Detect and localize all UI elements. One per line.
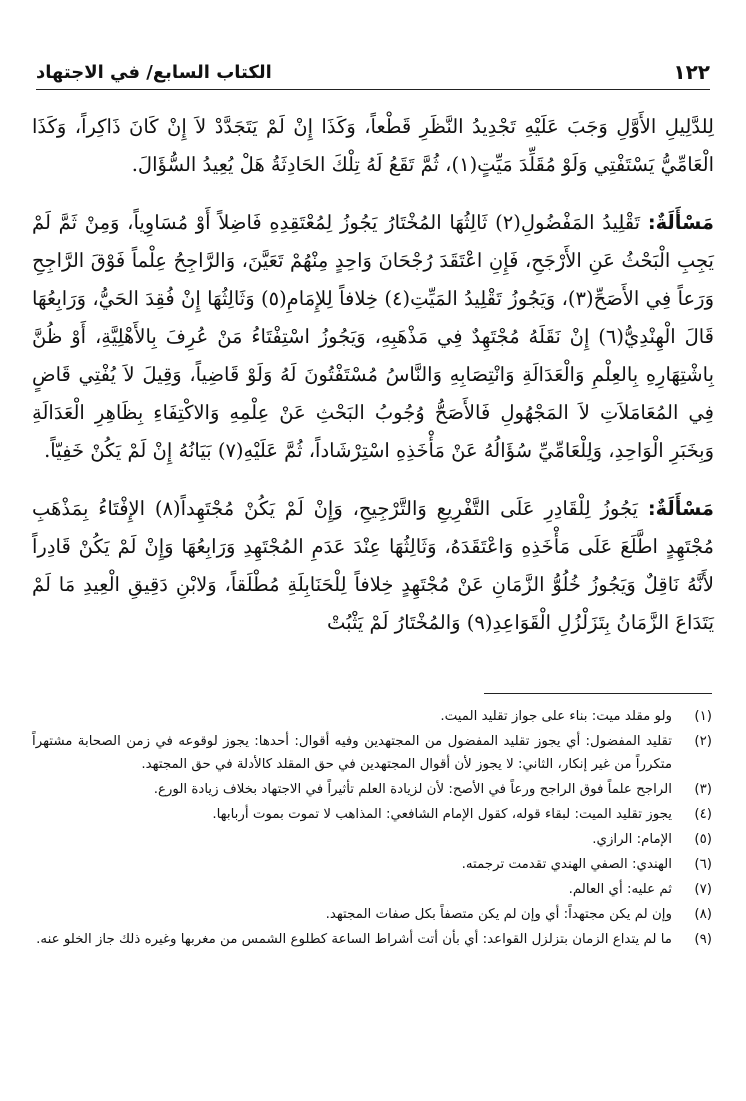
main-text (32, 108, 714, 642)
footnote (32, 705, 712, 728)
footnote-text: ولو مقلد ميت: بناء على جواز تقليد الميت. (440, 709, 672, 724)
footnote (32, 853, 712, 876)
paragraph-2 (32, 204, 714, 470)
footnote-text: ما لم يتداع الزمان بتزلزل القواعد: أي بأن أتت أشراط الساعة كطلوع الشمس من مغربها وغيره ذلك جاز الخلو عنه. (36, 932, 672, 947)
footnote-text: تقليد المفضول: أي يجوز تقليد المفضول من المجتهدين وفيه أقوال: أحدها: يجوز لوقوعه في زمن الصحابة مشتهراً متكرراً من غير إنكار، الثاني: لا يجوز لأن أقوال المجتهدين في حق المقلد كالأدلة في حق المجتهد. (32, 734, 672, 772)
footnote-text: يجوز تقليد الميت: لبقاء قوله، كقول الإمام الشافعي: المذاهب لا تموت بموت أربابها. (212, 807, 672, 822)
footnote-text: الإمام: الرازي. (592, 832, 672, 847)
footnotes (32, 705, 712, 953)
masala-heading: مَسْأَلَةٌ: (647, 497, 714, 520)
paragraph-1: لِلدَّلِيلِ الأَوَّلِ وَجَبَ عَلَيْهِ تَجْدِيدُ النَّظَرِ قَطْعاً، وَكَذَا إِنْ لَمْ يَتَجَدَّدْ لاَ إِنْ كَانَ ذَاكِراً، وَكَذَا الْعَامِّيُّ يَسْتَفْتِي وَلَوْ مُقَلِّدَ مَيِّتٍ(١)، ثُمَّ تَقَعُ لَهُ تِلْكَ الحَادِثَةُ هَلْ يُعِيدُ السُّؤَالَ. (32, 115, 714, 176)
footnote-number: (٨) (694, 907, 712, 922)
footnote (32, 828, 712, 851)
paragraph-3-text: يَجُوزُ لِلْقَادِرِ عَلَى التَّفْرِيعِ وَالتَّرْجِيحِ، وَإِنْ لَمْ يَكُنْ مُجْتَهِداً(٨) الإِفْتَاءُ بِمَذْهَبِ مُجْتَهِدٍ اطَّلَعَ عَلَى مَأْخَذِهِ وَاعْتَقَدَهُ، وَثَالِثُهَا عِنْدَ عَدَمِ المُجْتَهِدِ وَرَابِعُهَا وَإِنْ لَمْ يَكُنْ قَادِراً لأَنَّهُ نَاقِلٌ وَيَجُوزُ خُلُوُّ الزَّمَانِ عَنْ مُجْتَهِدٍ خِلافاً لِلْحَنَابِلَةِ مُطْلَقاً، وَلابْنِ دَقِيقِ الْعِيدِ مَا لَمْ يَتَدَاعَ الزَّمَانُ بِتَزَلْزُلِ الْقَوَاعِدِ(٩) وَالمُخْتَارُ لَمْ يَثْبُتْ (32, 497, 714, 634)
footnote-separator (484, 693, 712, 694)
footnote-number: (٤) (694, 807, 712, 822)
running-header (36, 55, 710, 90)
footnote-number: (١) (694, 709, 712, 724)
masala-heading: مَسْأَلَةٌ: (647, 211, 714, 234)
footnote-text: ثم عليه: أي العالم. (568, 882, 672, 897)
paragraph-2-text: تَقْلِيدُ المَفْضُولِ(٢) ثَالِثُهَا المُخْتَارُ يَجُوزُ لِمُعْتَقِدِهِ فَاضِلاً أَوْ مُسَاوِياً، وَمِنْ ثَمَّ لَمْ يَجِبِ الْبَحْثُ عَنِ الأَرْجَحِ، فَإِنِ اعْتَقَدَ رُجْحَانَ وَاحِدٍ مِنْهُمْ تَعَيَّنَ، وَالرَّاجِحُ عِلْماً فَوْقَ الرَّاجِحِ وَرَعاً فِي الأَصَحِّ(٣)، وَيَجُوزُ تَقْلِيدُ المَيِّتِ(٤) خِلافاً لِلإِمَامِ(٥) وَثَالِثُهَا إِنْ فُقِدَ الحَيُّ، وَرَابِعُهَا قَالَ الْهِنْدِيُّ(٦) إِنْ نَقَلَهُ مُجْتَهِدٌ فِي مَذْهَبِهِ، وَيَجُوزُ اسْتِفْتَاءُ مَنْ عُرِفَ بِالأَهْلِيَّةِ، أَوْ ظُنَّ بِاشْتِهَارِهِ بِالعِلْمِ وَالْعَدَالَةِ وَانْتِصَابِهِ وَالنَّاسُ مُسْتَفْتُونَ لَهُ وَلَوْ قَاضِياً، وَقِيلَ لاَ يُفْتِي قَاضٍ فِي المُعَامَلاَتِ لاَ المَجْهُولِ فَالأَصَحُّ وُجُوبُ البَحْثِ عَنْ عِلْمِهِ وَالاكْتِفَاءِ بِظَاهِرِ الْعَدَالَةِ وَبِخَبَرِ الْوَاحِدِ، وَلِلْعَامِّيِّ سُؤَالُهُ عَنْ مَأْخَذِهِ اسْتِرْشَاداً، ثُمَّ عَلَيْهِ(٧) بَيَانُهُ إِنْ لَمْ يَكُنْ خَفِيّاً. (32, 211, 714, 462)
footnote-number: (٦) (694, 857, 712, 872)
footnote-number: (٣) (694, 782, 712, 797)
footnote-number: (٢) (694, 734, 712, 749)
footnote (32, 803, 712, 826)
footnote (32, 928, 712, 951)
footnote (32, 730, 712, 776)
footnote (32, 778, 712, 801)
footnote-number: (٩) (694, 932, 712, 947)
footnote-text: الهندي: الصفي الهندي تقدمت ترجمته. (461, 857, 672, 872)
page-number: ١٢٢ (673, 60, 710, 84)
chapter-title: الكتاب السابع/ في الاجتهاد (36, 61, 272, 83)
footnote-number: (٥) (694, 832, 712, 847)
footnote (32, 878, 712, 901)
footnote-text: الراجح علماً فوق الراجح ورعاً في الأصح: لأن لزيادة العلم تأثيراً في الاجتهاد بخلاف زيادة الورع. (153, 782, 672, 797)
footnote-text: وإن لم يكن مجتهداً: أي وإن لم يكن متصفاً بكل صفات المجتهد. (325, 907, 672, 922)
paragraph-3 (32, 490, 714, 642)
footnote-number: (٧) (694, 882, 712, 897)
footnote (32, 903, 712, 926)
